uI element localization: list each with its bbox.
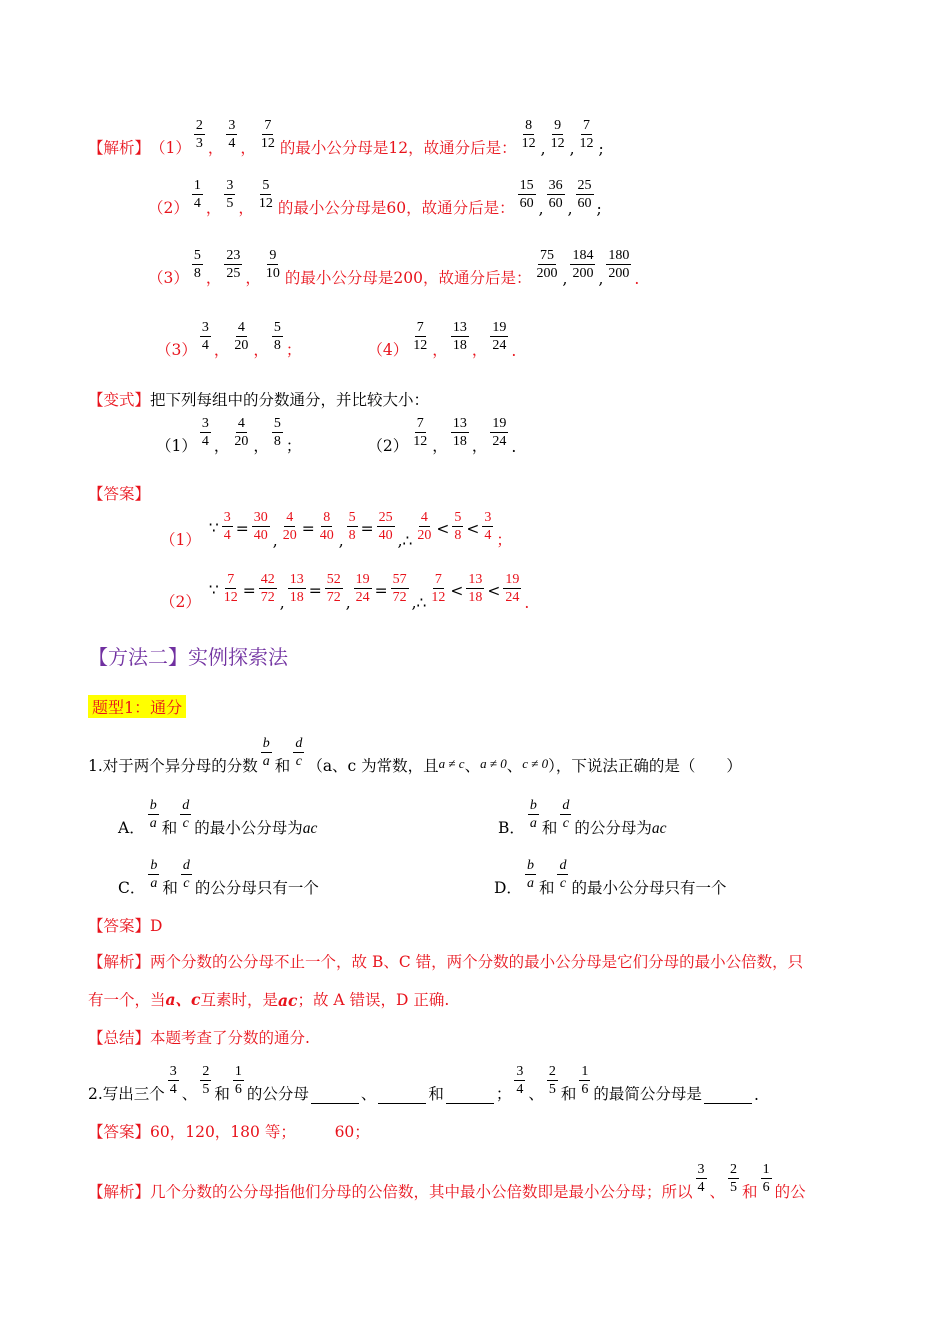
bianshi-line: 【变式】 把下列每组中的分数通分，并比较大小：	[88, 370, 429, 410]
fraction: $\frac{9}{12}$	[550, 118, 565, 151]
fraction: $\frac{184}{200}$	[572, 248, 594, 281]
bianshi-groups: （1） $\frac{3}{4}$ ， $\frac{4}{20}$ ， $\frac{5}{8}$ ； （2） $\frac{7}{12}$ ， $\frac{13}{18}$ ， $\frac{19}{24}$ .	[156, 416, 517, 456]
fraction: $\frac{13}{18}$	[289, 572, 304, 605]
fraction: $\frac{7}{12}$	[579, 118, 594, 151]
fraction: $\frac{5}{8}$	[273, 320, 281, 353]
fraction: $\frac{15}{60}$	[519, 178, 534, 211]
fraction: $\frac{75}{200}$	[536, 248, 558, 281]
q2-analysis: 【解析】 几个分数的公分母指他们分母的公倍数，其中最小公倍数即是最小公分母；所以 $\frac{3}{4}$ 、 $\frac{2}{5}$ 和 $\frac{1}{6}$ 的公	[88, 1162, 806, 1201]
fraction: $\frac{3}{4}$	[201, 320, 209, 353]
answer-line-1: （1） ∵ $\frac{3}{4}$ = $\frac{30}{40}$ , $\frac{4}{20}$ = $\frac{8}{40}$ , $\frac{5}{8}$ = $\frac{25}{40}$ ,∴ $\frac{4}{20}$ < $\frac{5}{8}$ < $\frac{3}{4}$ ；	[160, 510, 512, 550]
option-c[interactable]: C． $\frac{b}{a}$ 和 $\frac{d}{c}$ 的公分母只有一个	[118, 858, 319, 897]
fraction: $\frac{8}{40}$	[319, 510, 334, 543]
option-b[interactable]: B． $\frac{b}{a}$ 和 $\frac{d}{c}$ 的公分母为 ac	[498, 798, 667, 837]
fraction: $\frac{b}{a}$	[262, 736, 270, 769]
fraction: $\frac{5}{8}$	[348, 510, 356, 543]
bianshi-tag: 【变式】	[88, 391, 151, 409]
fraction: $\frac{4}{20}$	[282, 510, 297, 543]
fraction: $\frac{4}{20}$	[417, 510, 432, 543]
fraction: $\frac{19}{24}$	[355, 572, 370, 605]
fraction: $\frac{52}{72}$	[326, 572, 341, 605]
fraction: $\frac{13}{18}$	[452, 416, 467, 449]
fraction: $\frac{8}{12}$	[521, 118, 536, 151]
answer-tag: 【答案】	[88, 485, 151, 503]
fraction: $\frac{1}{4}$	[193, 178, 201, 211]
jiexi-line-2: （2） $\frac{1}{4}$ ， $\frac{3}{5}$ ， $\frac{5}{12}$ 的最小公分母是60，故通分后是： $\frac{15}{60}$ , $\frac{36}{60}$ , $\frac{25}{60}$ ;	[148, 178, 602, 218]
fraction: $\frac{180}{200}$	[608, 248, 630, 281]
fraction: $\frac{3}{4}$	[228, 118, 236, 151]
fraction: $\frac{7}{12}$	[223, 572, 238, 605]
fraction: $\frac{7}{12}$	[413, 416, 428, 449]
fraction: $\frac{57}{72}$	[392, 572, 407, 605]
question-1: 1.对于两个异分母的分数 $\frac{b}{a}$ 和 $\frac{d}{c}$ （a、c 为常数，且 a ≠ c 、 a ≠ 0 、 c ≠ 0 ），下说法正确的是（ ）	[88, 736, 742, 775]
fraction: $\frac{5}{8}$	[454, 510, 462, 543]
fraction: $\frac{d}{c}$	[562, 798, 570, 831]
answer-blank[interactable]	[378, 1089, 426, 1104]
method2-heading: 【方法二】实例探索法	[88, 645, 288, 669]
fraction: $\frac{3}{5}$	[226, 178, 234, 211]
fraction: $\frac{7}{12}$	[413, 320, 428, 353]
fraction: $\frac{4}{20}$	[234, 320, 249, 353]
fraction: $\frac{b}{a}$	[150, 858, 158, 891]
jiexi-line-4: （3） $\frac{3}{4}$ ， $\frac{4}{20}$ ， $\frac{5}{8}$ ； （4） $\frac{7}{12}$ ， $\frac{13}{18}$ ， $\frac{19}{24}$ .	[156, 320, 517, 360]
q1-analysis-2: 有一个，当 a、c 互素时，是 ac ；故 A 错误，D 正确.	[88, 990, 450, 1010]
option-a[interactable]: A． $\frac{b}{a}$ 和 $\frac{d}{c}$ 的最小公分母为 ac	[118, 798, 318, 837]
fraction: $\frac{d}{c}$	[559, 858, 567, 891]
fraction: $\frac{d}{c}$	[182, 798, 190, 831]
fraction: $\frac{13}{18}$	[468, 572, 483, 605]
q1-analysis-1: 【解析】 两个分数的公分母不止一个，故 B、C 错，两个分数的最小公分母是它们分母的最小公倍数，只	[88, 953, 804, 971]
answer-blank[interactable]	[311, 1089, 359, 1104]
fraction: $\frac{25}{60}$	[577, 178, 592, 211]
jiexi-line-1: 【解析】 （1） $\frac{2}{3}$ ， $\frac{3}{4}$ ， $\frac{7}{12}$ 的最小公分母是12，故通分后是： $\frac{8}{12}$ , $\frac{9}{12}$ , $\frac{7}{12}$ ;	[88, 118, 604, 158]
fraction: $\frac{9}{10}$	[265, 248, 280, 281]
fraction: $\frac{23}{25}$	[226, 248, 241, 281]
fraction: $\frac{2}{5}$	[730, 1162, 738, 1195]
fraction: $\frac{5}{12}$	[258, 178, 273, 211]
fraction: $\frac{d}{c}$	[182, 858, 190, 891]
fraction: $\frac{4}{20}$	[234, 416, 249, 449]
fraction: $\frac{1}{6}$	[581, 1064, 589, 1097]
fraction: $\frac{b}{a}$	[149, 798, 157, 831]
fraction: $\frac{2}{5}$	[202, 1064, 210, 1097]
jiexi-line-3: （3） $\frac{5}{8}$ ， $\frac{23}{25}$ ， $\frac{9}{10}$ 的最小公分母是200，故通分后是： $\frac{75}{200}$ , $\frac{184}{200}$ , $\frac{180}{200}$ .	[148, 248, 640, 288]
answer-line-2: （2） ∵ $\frac{7}{12}$ = $\frac{42}{72}$ , $\frac{13}{18}$ = $\frac{52}{72}$ , $\frac{19}{24}$ = $\frac{57}{72}$ ,∴ $\frac{7}{12}$ < $\frac{13}{18}$ < $\frac{19}{24}$ .	[160, 572, 530, 612]
jiexi-tag: 【解析】	[88, 139, 151, 157]
fraction: $\frac{25}{40}$	[378, 510, 393, 543]
tixing-heading: 题型1：通分	[88, 688, 186, 718]
answer-tag-line	[88, 464, 150, 504]
fraction: $\frac{3}{4}$	[484, 510, 492, 543]
fraction: $\frac{3}{4}$	[516, 1064, 524, 1097]
question-2: 2.写出三个 $\frac{3}{4}$ 、 $\frac{2}{5}$ 和 $\frac{1}{6}$ 的公分母 、 和 ； $\frac{3}{4}$ 、 $\frac{2}{5}$ 和 $\frac{1}{6}$ 的最简公分母是 .	[88, 1064, 759, 1104]
q1-answer: 【答案】D	[88, 917, 163, 935]
option-d[interactable]: D． $\frac{b}{a}$ 和 $\frac{d}{c}$ 的最小公分母只有一个	[494, 858, 727, 897]
fraction: $\frac{36}{60}$	[548, 178, 563, 211]
q2-answer: 【答案】60，120，180 等； 60；	[88, 1123, 370, 1141]
fraction: $\frac{d}{c}$	[295, 736, 303, 769]
fraction: $\frac{5}{8}$	[273, 416, 281, 449]
fraction: $\frac{3}{4}$	[169, 1064, 177, 1097]
fraction: $\frac{30}{40}$	[253, 510, 268, 543]
fraction: $\frac{7}{12}$	[431, 572, 446, 605]
fraction: $\frac{3}{4}$	[201, 416, 209, 449]
fraction: $\frac{2}{5}$	[548, 1064, 556, 1097]
answer-blank[interactable]	[704, 1089, 752, 1104]
fraction: $\frac{13}{18}$	[452, 320, 467, 353]
fraction: $\frac{19}{24}$	[492, 416, 507, 449]
fraction: $\frac{2}{3}$	[195, 118, 203, 151]
fraction: $\frac{3}{4}$	[223, 510, 231, 543]
q1-summary: 【总结】本题考查了分数的通分.	[88, 1029, 310, 1047]
fraction: $\frac{3}{4}$	[697, 1162, 705, 1195]
fraction: $\frac{19}{24}$	[492, 320, 507, 353]
answer-blank[interactable]	[446, 1089, 494, 1104]
fraction: $\frac{1}{6}$	[234, 1064, 242, 1097]
fraction: $\frac{b}{a}$	[529, 798, 537, 831]
fraction: $\frac{7}{12}$	[260, 118, 275, 151]
fraction: $\frac{b}{a}$	[526, 858, 534, 891]
fraction: $\frac{19}{24}$	[505, 572, 520, 605]
fraction: $\frac{5}{8}$	[193, 248, 201, 281]
fraction: $\frac{1}{6}$	[762, 1162, 770, 1195]
fraction: $\frac{42}{72}$	[260, 572, 275, 605]
